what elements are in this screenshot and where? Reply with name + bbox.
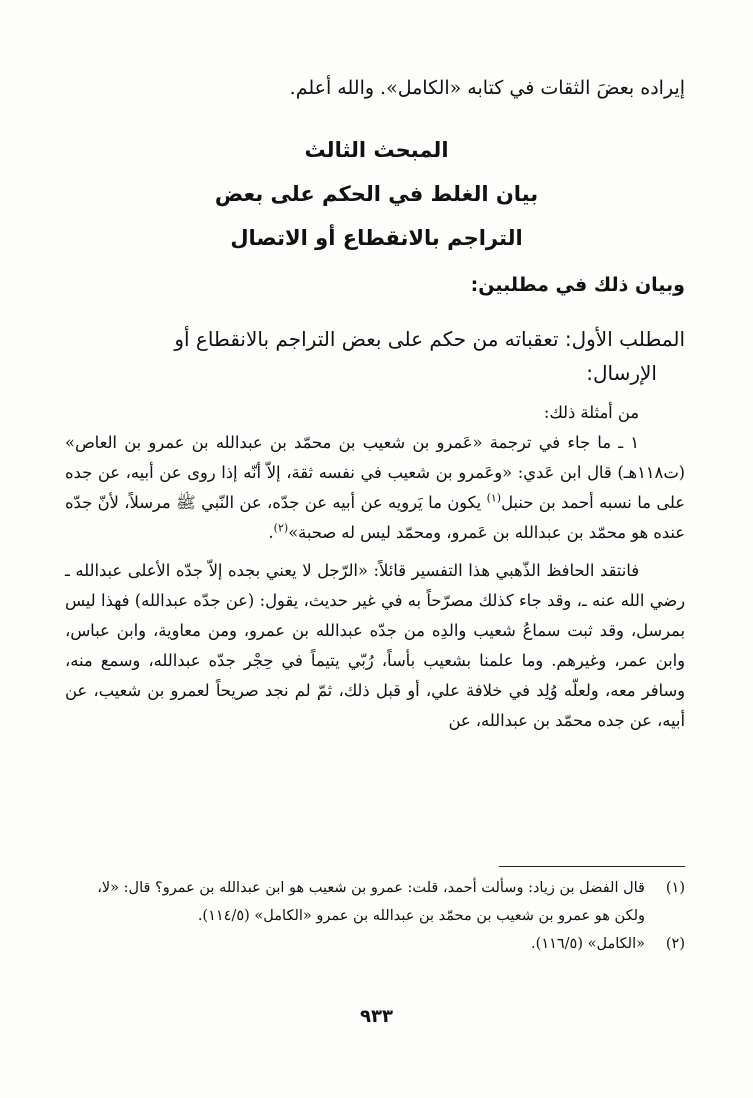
examples-intro: من أمثلة ذلك: [543,403,639,422]
page-number: ٩٣٣ [360,1006,393,1027]
paragraph-1 [65,428,685,548]
footnote-number: (٢) [665,936,685,952]
footnote-ref-2[interactable]: (٢) [273,521,289,535]
footnote-text: قال الفضل بن زياد: وسألت أحمد، قلت: عمرو بن شعيب هو ابن عبدالله بن عمرو؟ قال: «لا، ولكن هو عمرو بن شعيب بن محمّد بن عبدالله بن عمرو «الكامل» (١١٤/٥). [97,880,645,924]
paragraph-1-part-a: ١ ـ ما جاء في ترجمة «عَمرو بن شعيب بن محمّد بن عبدالله بن عمرو بن العاص» (ت١١٨هـ) قال ابن عَدي: «وعَمرو بن شعيب في نفسه ثقة، إلاّ أنّه إذا روى عن أبيه، عن جده على ما نسبه أحمد بن حنبل [65,433,686,512]
subsection-title: وبيان ذلك في مطلبين: [470,274,685,296]
footnote-divider [499,866,685,867]
footnote-1 [65,874,685,930]
body-text [65,398,685,736]
paragraph-2: فانتقد الحافظ الذّهبي هذا التفسير قائلاً: «الرّجل لا يعني بجده إلاّ جدّه الأعلى عبدالله ـ رضي الله عنه ـ، وقد جاء كذلك مصرّحاً به في غير حديث، يقول: (عن جدّه عبدالله) فهذا ليس بمرسل، وقد ثبت سماعُ شعيب والدِه من جدّه عبدالله بن عمرو، ومن معاوية، وابن عباس، وابن عمر، وغيرهم. وما علمنا بشعيب بأساً، رُبّي يتيماً في حِجْر جدّه عبدالله، وسمع منه، وسافر معه، ولعلّه وُلِد في خلافة علي، أو قبل ذلك، ثمّ لم نجد صريحاً لعمرو بن شعيب، عن أبيه، عن جده محمّد بن عبدالله، عن [65,561,685,730]
paragraph-1-part-c: . [268,523,274,542]
footnote-text: «الكامل» (١١٦/٥). [531,936,645,952]
matlab-title [65,322,685,390]
matlab-line-1: المطلب الأول: تعقباته من حكم على بعض التراجم بالانقطاع أو [174,327,685,351]
section-heading [0,128,753,260]
footnote-ref-1[interactable]: (١) [486,491,502,505]
matlab-line-2: الإرسال: [586,361,657,385]
footnotes [65,874,685,958]
heading-line-1: المبحث الثالث [304,138,449,162]
heading-line-3: التراجم بالانقطاع أو الاتصال [230,226,523,250]
heading-line-2: بيان الغلط في الحكم على بعض [214,182,539,206]
paragraph-1-part-b: يكون ما يَرويه عن أبيه عن جدّه، عن النّبي ﷺ مرسلاً، لأنّ جدّه عنده هو محمّد بن عبدالله بن عَمرو، ومحمّد ليس له صحبة» [65,493,685,542]
intro-line: إيراده بعضَ الثقات في كتابه «الكامل». والله أعلم. [289,77,685,99]
footnote-number: (١) [665,880,685,896]
footnote-2 [65,930,685,958]
